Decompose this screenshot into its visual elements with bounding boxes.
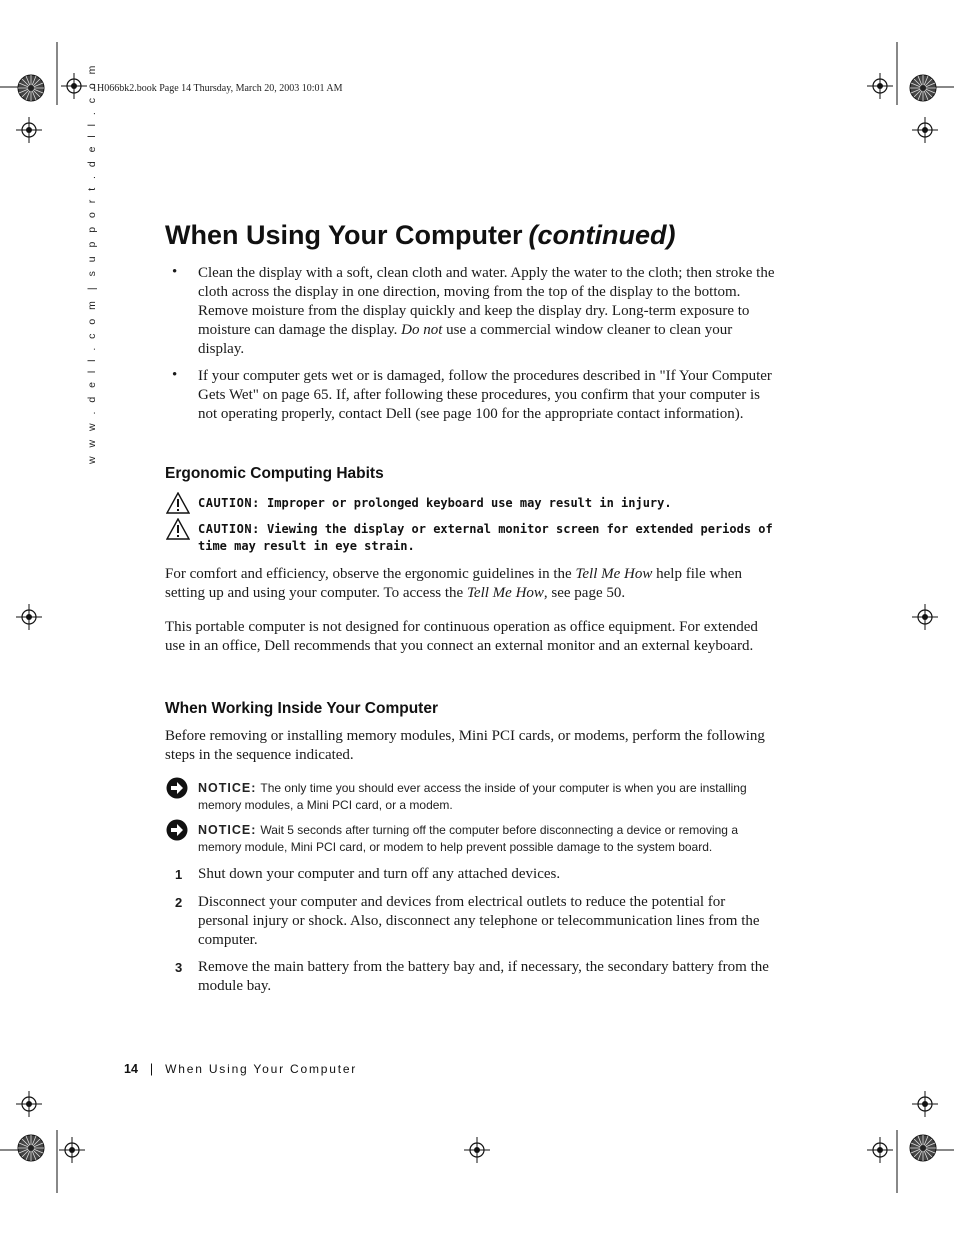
paragraph-text: , see page 50. <box>543 585 626 601</box>
side-url <box>86 62 98 464</box>
page-title <box>165 220 675 251</box>
side-url-support: s u p p o r t . d e l l . c o m <box>86 62 98 277</box>
paragraph-inside-intro: Before removing or installing memory modules, Mini PCI cards, or modems, perform the following steps in the sequence indicated. <box>165 728 765 763</box>
page-title-main: When Using Your Computer <box>165 220 523 250</box>
page-title-continued: (continued) <box>528 220 676 250</box>
paragraph-office-use: This portable computer is not designed for continuous operation as office equipment. For extended use in an office, Dell recommends that you connect an external monitor and an external keyboard. <box>165 619 758 654</box>
bullet-text: use a commercial window cleaner to clean your display. <box>198 322 733 357</box>
warning-triangle-icon <box>166 492 190 514</box>
step-disconnect: Disconnect your computer and devices from electrical outlets to reduce the potential for personal injury or shock. Also, disconnect any telephone or telecommunication lines from the computer. <box>198 894 760 948</box>
warning-triangle-icon <box>166 518 190 540</box>
bullet-clean-display <box>198 264 776 359</box>
caution-label: CAUTION: <box>198 496 260 510</box>
caution-label: CAUTION: <box>198 522 260 536</box>
paragraph-text: help file when setting up and using your computer. To access the <box>165 566 742 601</box>
notice-access-inside <box>198 780 778 814</box>
notice-wait-seconds <box>198 822 778 856</box>
step-number: 3 <box>175 960 183 975</box>
print-slug: 1H066bk2.book Page 14 Thursday, March 20, 2003 10:01 AM <box>92 83 343 94</box>
page-footer <box>124 1062 357 1076</box>
bullet-computer-wet: If your computer gets wet or is damaged, follow the procedures described in "If Your Computer Gets Wet" on page 65. If, after following these procedures, you confirm that your computer is not operating properly, contact Dell (see page 100 for the appropriate contact information). <box>198 368 772 422</box>
bullet-text: Clean the display with a soft, clean cloth and water. Apply the water to the cloth; then stroke the cloth across the display in one direction, moving from the top of the display to the bottom. Remove moisture from the display quickly and keep the display dry. Long-term exposure to moisture can damage the display. <box>198 265 775 338</box>
step-number: 2 <box>175 895 183 910</box>
footer-chapter-title: When Using Your Computer <box>165 1062 358 1076</box>
emphasis-tell-me-how: Tell Me How <box>575 566 653 582</box>
step-remove-battery: Remove the main battery from the battery bay and, if necessary, the secondary battery from the module bay. <box>198 959 769 994</box>
caution-eye-strain <box>198 521 776 555</box>
emphasis-tell-me-how: Tell Me How <box>466 585 544 601</box>
notice-text: Wait 5 seconds after turning off the computer before disconnecting a device or removing a memory module, Mini PCI card, or modem to help prevent possible damage to the system board. <box>198 823 738 854</box>
notice-label: NOTICE: <box>198 823 257 837</box>
emphasis-do-not: Do not <box>401 322 443 338</box>
caution-text: Improper or prolonged keyboard use may result in injury. <box>259 496 672 510</box>
bullet-symbol: • <box>172 264 178 280</box>
side-url-dell: w w w . d e l l . c o m <box>86 298 98 464</box>
notice-text: The only time you should ever access the inside of your computer is when you are installing memory modules, a Mini PCI card, or a modem. <box>198 781 747 812</box>
page-number: 14 <box>124 1062 138 1076</box>
caution-text: Viewing the display or external monitor screen for extended periods of time may result in eye strain. <box>198 522 773 553</box>
bullet-symbol: • <box>172 367 178 383</box>
paragraph-ergonomic-guidelines <box>165 565 775 603</box>
footer-separator: | <box>149 1062 154 1076</box>
side-url-separator: | <box>86 284 98 291</box>
heading-working-inside: When Working Inside Your Computer <box>165 700 438 717</box>
notice-arrow-icon <box>166 777 188 799</box>
step-shut-down: Shut down your computer and turn off any attached devices. <box>198 866 561 882</box>
heading-ergonomic: Ergonomic Computing Habits <box>165 465 384 482</box>
notice-label: NOTICE: <box>198 781 257 795</box>
notice-arrow-icon <box>166 819 188 841</box>
paragraph-text: For comfort and efficiency, observe the ergonomic guidelines in the <box>165 566 576 582</box>
caution-keyboard <box>198 495 776 512</box>
step-number: 1 <box>175 867 183 882</box>
